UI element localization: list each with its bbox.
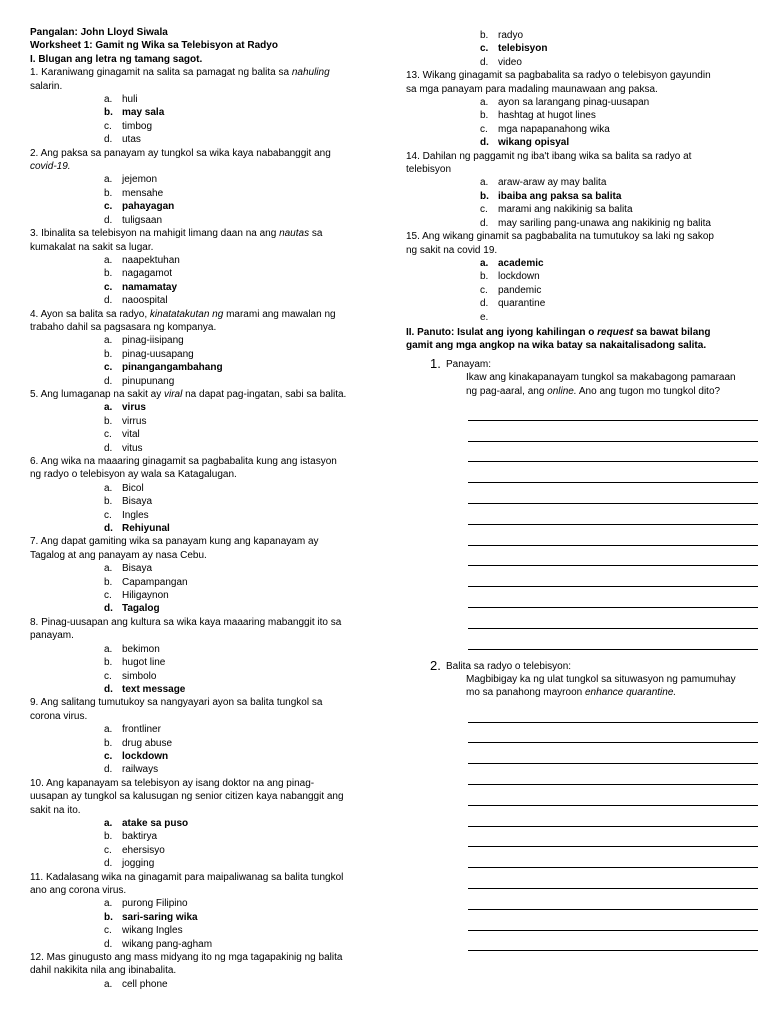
answer-line[interactable] <box>468 764 758 785</box>
answer-option <box>30 602 368 615</box>
task-prompt: Ikaw ang kinakapanayam tungkol sa makabagong pamaraan <box>466 372 736 384</box>
option-letter: c. <box>104 120 112 132</box>
option-text: video <box>498 56 522 68</box>
answer-line[interactable] <box>468 442 758 463</box>
answer-option <box>30 187 368 200</box>
option-letter: c. <box>104 429 112 441</box>
option-text: radyo <box>498 30 524 41</box>
option-text: Ingles <box>122 509 149 521</box>
option-text: marami ang nakikinig sa balita <box>498 204 633 216</box>
writing-task <box>406 657 740 952</box>
option-text: academic <box>498 257 544 269</box>
question <box>30 696 368 776</box>
option-letter: b. <box>104 348 113 360</box>
answer-option <box>30 830 368 843</box>
answer-option <box>30 509 368 522</box>
option-text: purong Filipino <box>122 898 188 910</box>
task-prompt: Magbibigay ka ng ulat tungkol sa situwasyon ng pamumuhay <box>466 673 736 685</box>
answer-option <box>30 281 368 294</box>
answer-line[interactable] <box>468 566 758 587</box>
option-text: vitus <box>122 442 143 454</box>
question-text-cont: ng sakit na covid 19. <box>406 244 498 256</box>
question-text-part: na dapat pag-ingatan, sabi sa balita. <box>182 388 347 400</box>
option-text: pandemic <box>498 284 542 296</box>
option-letter: d. <box>104 683 113 695</box>
option-text: wikang Ingles <box>122 925 183 937</box>
question-text-part: 8. Pinag-uusapan ang kultura sa wika kaya maaaring mabanggit ito sa <box>30 616 342 628</box>
answer-option <box>30 589 368 602</box>
option-letter: b. <box>480 110 489 122</box>
option-text: lockdown <box>498 271 540 283</box>
answer-option <box>30 938 368 951</box>
answer-line[interactable] <box>468 868 758 889</box>
task-prompt-part: Ano ang tugon mo tungkol dito? <box>576 385 721 397</box>
answer-option <box>30 495 368 508</box>
option-text: Tagalog <box>122 603 160 615</box>
answer-line[interactable] <box>468 910 758 931</box>
answer-line[interactable] <box>468 723 758 744</box>
answer-line[interactable] <box>468 743 758 764</box>
option-letter: d. <box>104 858 113 870</box>
task-prompt-part: mo sa panahong mayroon <box>466 687 585 699</box>
answer-option <box>406 284 740 297</box>
writing-tasks <box>406 355 740 952</box>
option-text: hashtag at hugot lines <box>498 110 596 122</box>
student-name: Pangalan: John Lloyd Siwala <box>30 27 168 38</box>
option-letter: c. <box>104 281 113 293</box>
task-keyword: enhance quarantine. <box>584 687 677 699</box>
option-text: vital <box>122 429 140 441</box>
answer-line[interactable] <box>468 504 758 525</box>
question-text-cont <box>30 160 368 173</box>
option-text: huli <box>122 94 138 106</box>
option-letter: c. <box>104 844 112 856</box>
option-letter: a. <box>480 97 489 109</box>
answer-option <box>30 214 368 227</box>
answer-option <box>30 334 368 347</box>
answer-option <box>406 176 740 189</box>
answer-option <box>30 428 368 441</box>
answer-option <box>30 844 368 857</box>
question-text-cont: Tagalog at ang panayam ay nasa Cebu. <box>30 549 207 561</box>
question <box>30 871 368 951</box>
answer-option <box>30 361 368 374</box>
option-letter: b. <box>104 415 113 427</box>
answer-option <box>406 217 740 230</box>
option-text: virus <box>122 402 146 414</box>
option-letter: a. <box>104 817 113 829</box>
question <box>30 308 368 388</box>
answer-line[interactable] <box>468 608 758 629</box>
question-text-part: 9. Ang salitang tumutukoy sa nangyayari ayon sa balita tungkol sa <box>30 697 323 709</box>
question-text-part: 1. Karaniwang ginagamit na salita sa pamagat ng balita sa <box>30 67 292 79</box>
answer-option <box>30 442 368 455</box>
answer-option <box>30 254 368 267</box>
option-letter: a. <box>104 724 113 736</box>
question-keyword: nahuling <box>291 67 330 79</box>
option-text: quarantine <box>498 298 546 310</box>
question <box>406 69 740 149</box>
option-letter: c. <box>480 284 488 296</box>
answer-option <box>30 817 368 830</box>
option-letter: a. <box>104 174 113 186</box>
option-letter: b. <box>104 268 113 280</box>
option-letter: a. <box>104 94 113 106</box>
option-letter: d. <box>104 603 113 615</box>
task-keyword: online. <box>547 385 577 397</box>
question-text-part: 6. Ang wika na maaaring ginagamit sa pagbabalita kung ang istasyon <box>30 456 337 467</box>
question-text <box>30 616 368 629</box>
option-text: Rehiyunal <box>122 523 170 535</box>
option-letter: c. <box>104 590 112 602</box>
answer-option <box>30 576 368 589</box>
answer-option <box>30 723 368 736</box>
question-text-cont: dahil nakikita nila ang ibinabalita. <box>30 965 177 977</box>
answer-option <box>30 522 368 535</box>
question <box>406 230 740 324</box>
question-text <box>30 388 368 401</box>
option-text: drug abuse <box>122 737 173 749</box>
option-text: ehersisyo <box>122 844 165 856</box>
task-number: 2. <box>430 657 441 673</box>
answer-option <box>30 482 368 495</box>
answer-option <box>406 56 740 69</box>
answer-lines <box>426 702 740 952</box>
question-text: 13. Wikang ginagamit sa pagbabalita sa radyo o telebisyon gayundin <box>406 70 711 82</box>
question-text-part: 4. Ayon sa balita sa radyo, <box>30 308 150 320</box>
option-text: pinangangambahang <box>122 362 223 374</box>
question-text <box>30 66 368 79</box>
option-text: wikang opisyal <box>498 137 570 149</box>
option-text: pahayagan <box>122 201 175 213</box>
question <box>30 616 368 696</box>
writing-task <box>406 355 740 650</box>
answer-line[interactable] <box>468 483 758 504</box>
answer-line[interactable] <box>468 421 758 442</box>
question <box>30 147 368 227</box>
option-letter: a. <box>480 257 489 269</box>
option-letter: c. <box>104 750 113 762</box>
option-text: baktirya <box>122 831 158 843</box>
option-text: text message <box>122 683 186 695</box>
question-keyword: kinatatakutan ng <box>149 308 224 320</box>
answer-option <box>30 978 368 991</box>
option-text: frontliner <box>122 724 161 736</box>
answer-option <box>406 136 740 149</box>
answer-option <box>30 683 368 696</box>
option-letter: c. <box>104 509 112 521</box>
option-letter: d. <box>480 137 489 149</box>
answer-option <box>30 106 368 119</box>
answer-option <box>30 670 368 683</box>
question-text: 15. Ang wikang ginamit sa pagbabalita na tumutukoy sa laki ng sakop <box>406 231 714 243</box>
option-text: timbog <box>122 120 153 132</box>
task-title: Balita sa radyo o telebisyon: <box>446 660 572 672</box>
right-column <box>406 29 740 951</box>
question-text-cont: sakit na ito. <box>30 804 81 816</box>
answer-option <box>30 133 368 146</box>
question-text-cont: trabaho dahil sa pagsasara ng kompanya. <box>30 321 217 333</box>
answer-option <box>30 656 368 669</box>
option-letter: b. <box>104 737 113 749</box>
option-text: jogging <box>122 858 155 870</box>
option-letter: a. <box>104 643 113 655</box>
option-text: may sala <box>122 107 165 119</box>
option-text: simbolo <box>122 670 157 682</box>
question-text-cont: salarin. <box>30 80 63 92</box>
question <box>406 150 740 230</box>
answer-option <box>30 415 368 428</box>
option-text: Capampangan <box>122 576 188 588</box>
question-keyword: covid-19. <box>30 161 71 173</box>
question <box>30 227 368 307</box>
task-number: 1. <box>430 355 441 371</box>
option-letter: d. <box>104 134 113 146</box>
option-text: pinag-uusapang <box>122 348 194 360</box>
option-text: nagagamot <box>122 268 173 280</box>
task-prompt-cont <box>426 385 740 398</box>
option-letter: b. <box>104 657 113 669</box>
option-text: cell phone <box>122 978 168 990</box>
question-text <box>30 147 368 160</box>
option-text: mensahe <box>122 187 164 199</box>
option-letter: a. <box>480 177 489 189</box>
option-letter: d. <box>104 523 113 535</box>
answer-line[interactable] <box>468 931 758 952</box>
question-text <box>30 227 368 240</box>
option-text: bekimon <box>122 643 160 655</box>
option-text: virrus <box>122 415 147 427</box>
answer-option <box>406 109 740 122</box>
question <box>30 455 368 535</box>
answer-option <box>30 750 368 763</box>
question-text-part: marami ang mawalan ng <box>223 308 336 320</box>
question-text <box>30 951 368 964</box>
option-text: tuligsaan <box>122 214 163 226</box>
answer-option <box>406 297 740 310</box>
answer-option <box>30 737 368 750</box>
question <box>30 777 368 871</box>
left-question-list <box>30 66 368 991</box>
answer-option <box>30 200 368 213</box>
task-prompt-part: ng pag-aaral, ang <box>466 385 548 397</box>
answer-option <box>30 348 368 361</box>
option-text: railways <box>122 764 159 776</box>
option-text: mga napapanahong wika <box>498 123 610 135</box>
question-text-part: 12. Mas ginugusto ang mass midyang ito ng mga tagapakinig ng balita <box>30 952 343 964</box>
question-text: 14. Dahilan ng paggamit ng iba't ibang wika sa balita sa radyo at <box>406 150 692 162</box>
option-letter: b. <box>104 831 113 843</box>
option-letter: d. <box>480 56 489 68</box>
answer-option <box>406 311 740 324</box>
answer-option <box>30 401 368 414</box>
answer-line[interactable] <box>468 785 758 806</box>
option-text: pinupunang <box>122 375 175 387</box>
answer-option <box>30 897 368 910</box>
option-text: ayon sa larangang pinag-uusapan <box>498 97 650 109</box>
answer-option <box>406 190 740 203</box>
option-letter: d. <box>480 298 489 310</box>
answer-option <box>30 763 368 776</box>
question <box>30 951 368 991</box>
option-text: hugot line <box>122 657 166 669</box>
answer-line[interactable] <box>468 889 758 910</box>
question-text-part: 10. Ang kapanayam sa telebisyon ay isang doktor na ang pinag- <box>30 777 315 789</box>
option-letter: a. <box>104 482 113 494</box>
option-letter: c. <box>104 925 112 937</box>
q12-continued-options <box>406 29 740 69</box>
question-text <box>30 696 368 709</box>
answer-option <box>30 120 368 133</box>
answer-option <box>30 267 368 280</box>
option-text: Hiligaynon <box>122 590 169 602</box>
option-letter: d. <box>104 375 113 387</box>
option-letter: c. <box>480 43 489 55</box>
option-letter: d. <box>104 764 113 776</box>
option-text: Bisaya <box>122 563 153 575</box>
option-letter: a. <box>104 254 113 266</box>
answer-option <box>30 643 368 656</box>
answer-option <box>30 173 368 186</box>
option-text: telebisyon <box>498 43 548 55</box>
option-letter: d. <box>104 442 113 454</box>
answer-option <box>30 911 368 924</box>
option-letter: b. <box>104 576 113 588</box>
question <box>30 388 368 455</box>
option-letter: c. <box>480 123 488 135</box>
question <box>30 66 368 146</box>
option-letter: c. <box>104 670 112 682</box>
option-letter: c. <box>104 201 113 213</box>
answer-option <box>406 123 740 136</box>
section-2-heading: II. Panuto: Isulat ang iyong kahilingan o request sa bawat bilang gamit ang mga angkop na wika batay sa nakaitalisadong salita. <box>406 326 711 352</box>
answer-line[interactable] <box>468 827 758 848</box>
answer-option <box>30 857 368 870</box>
option-text: utas <box>122 134 141 146</box>
answer-option <box>30 294 368 307</box>
worksheet-title: Worksheet 1: Gamit ng Wika sa Telebisyon at Radyo <box>30 40 278 52</box>
option-text: may sariling pang-unawa ang nakikinig ng balita <box>498 217 711 229</box>
answer-line[interactable] <box>468 462 758 483</box>
option-letter: d. <box>104 214 113 226</box>
question-text-cont: ano ang corona virus. <box>30 885 127 896</box>
section-1-heading: I. Blugan ang letra ng tamang sagot. <box>30 53 203 65</box>
answer-line[interactable] <box>468 525 758 546</box>
option-letter: a. <box>104 402 113 414</box>
answer-option <box>406 42 740 55</box>
option-letter: b. <box>480 30 489 41</box>
question-text-cont: sa mga panayam para madaling maunawaan ang paksa. <box>406 83 658 95</box>
option-letter: a. <box>104 335 113 347</box>
question-text-cont: corona virus. <box>30 710 88 722</box>
option-text: Bisaya <box>122 496 153 508</box>
question-text-cont: telebisyon <box>406 164 452 176</box>
option-letter: b. <box>104 187 113 199</box>
task-prompt-cont <box>426 686 740 699</box>
option-letter: b. <box>480 190 489 202</box>
option-letter: c. <box>104 362 113 374</box>
answer-line[interactable] <box>468 702 758 723</box>
answer-option <box>30 375 368 388</box>
question-text-cont: panayam. <box>30 630 74 642</box>
question-text-part: 2. Ang paksa sa panayam ay tungkol sa wika kaya nababanggit ang <box>30 147 331 159</box>
option-text: naapektuhan <box>122 254 180 266</box>
answer-line[interactable] <box>468 806 758 827</box>
option-text: ibaiba ang paksa sa balita <box>498 190 622 202</box>
task-title: Panayam: <box>446 358 492 370</box>
option-text: wikang pang-agham <box>122 938 213 950</box>
option-text: jejemon <box>122 174 158 186</box>
answer-option <box>406 257 740 270</box>
question-text-cont: kumakalat na sakit sa lugar. <box>30 241 154 253</box>
question-text-part: 11. Kadalasang wika na ginagamit para maipaliwanag sa balita tungkol <box>30 871 344 883</box>
question-text <box>30 535 368 548</box>
answer-option <box>406 203 740 216</box>
option-letter: d. <box>104 295 113 307</box>
answer-option <box>406 270 740 283</box>
question-text-part: 7. Ang dapat gamiting wika sa panayam kung ang kapanayam ay <box>30 536 319 548</box>
option-text: lockdown <box>122 750 169 762</box>
question-text-part: 5. Ang lumaganap na sakit ay <box>30 388 164 400</box>
option-text: naoospital <box>122 295 168 307</box>
question-text <box>30 777 368 790</box>
question-keyword: viral <box>163 388 183 400</box>
option-letter: c. <box>480 204 488 216</box>
answer-option <box>30 562 368 575</box>
option-letter: b. <box>480 271 489 283</box>
answer-option <box>406 96 740 109</box>
question-text <box>30 308 368 321</box>
answer-line[interactable] <box>468 629 758 650</box>
option-text: pinag-iisipang <box>122 335 184 347</box>
question <box>30 535 368 615</box>
answer-line[interactable] <box>468 546 758 567</box>
question-text <box>30 871 368 884</box>
question-text-part: 3. Ibinalita sa telebisyon na mahigit limang daan na ang <box>30 228 280 240</box>
option-letter: a. <box>104 978 113 990</box>
question-keyword: nautas <box>279 228 310 240</box>
left-column <box>30 26 368 991</box>
option-letter: a. <box>104 898 113 910</box>
option-letter: a. <box>104 563 113 575</box>
answer-lines <box>426 400 740 650</box>
answer-line[interactable] <box>468 587 758 608</box>
answer-option <box>30 93 368 106</box>
option-letter: b. <box>104 496 113 508</box>
answer-line[interactable] <box>468 847 758 868</box>
right-question-list <box>406 69 740 324</box>
option-text: Bicol <box>122 482 144 494</box>
answer-option <box>30 924 368 937</box>
option-text: sari-saring wika <box>122 911 198 923</box>
option-text: namamatay <box>122 281 178 293</box>
question-text-cont: ng radyo o telebisyon ay wala sa Katagalugan. <box>30 469 237 481</box>
question-text-cont: uusapan ay tungkol sa kalusugan ng senior citizen kaya nabanggit ang <box>30 791 344 803</box>
option-letter: b. <box>104 107 113 119</box>
question-text <box>30 455 368 468</box>
question-text-part: sa <box>309 228 323 240</box>
answer-line[interactable] <box>468 400 758 421</box>
option-text: araw-araw ay may balita <box>498 177 607 189</box>
option-letter: d. <box>104 938 113 950</box>
option-letter: b. <box>104 911 113 923</box>
option-letter: d. <box>480 217 489 229</box>
answer-option <box>406 29 740 42</box>
option-text: atake sa puso <box>122 817 189 829</box>
option-letter: e. <box>480 311 489 323</box>
